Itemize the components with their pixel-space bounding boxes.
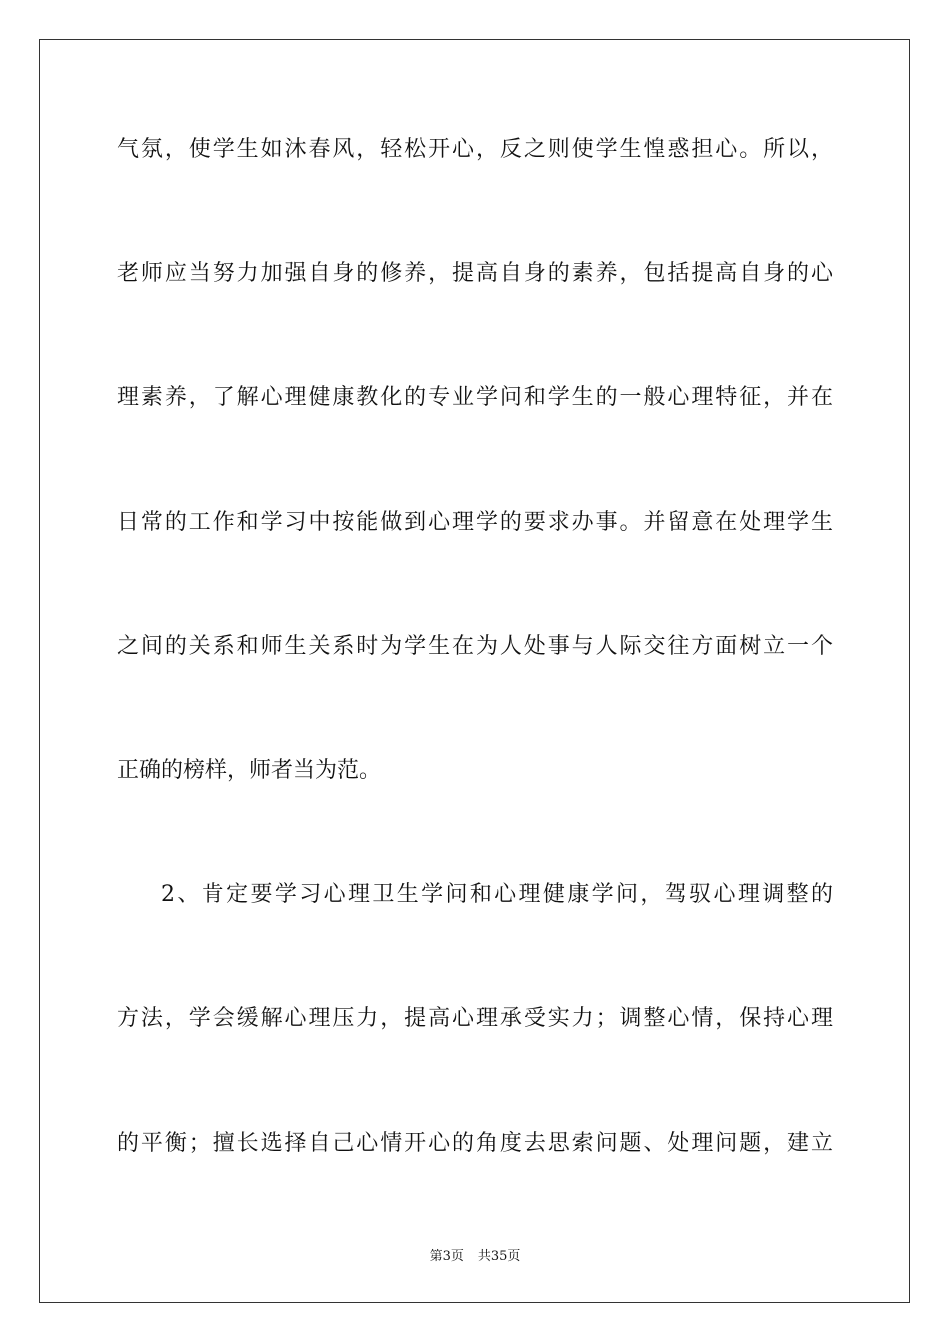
body-text-line: 正确的榜样，师者当为范。	[117, 758, 382, 783]
body-text-line: 理素养，了解心理健康教化的专业学问和学生的一般心理特征，并在	[117, 385, 833, 410]
body-text-line: 之间的关系和师生关系时为学生在为人处事与人际交往方面树立一个	[117, 634, 833, 659]
page-number: 第3页	[429, 1249, 464, 1264]
page-footer	[0, 1248, 950, 1266]
page-border	[39, 39, 910, 1303]
body-text-line: 老师应当努力加强自身的修养，提高自身的素养，包括提高自身的心	[117, 261, 833, 286]
body-text-line: 的平衡；擅长选择自己心情开心的角度去思索问题、处理问题，建立	[117, 1131, 833, 1156]
body-text-line: 日常的工作和学习中按能做到心理学的要求办事。并留意在处理学生	[117, 510, 833, 535]
page-total: 共35页	[477, 1249, 521, 1264]
body-text-line: 方法，学会缓解心理压力，提高心理承受实力；调整心情，保持心理	[117, 1006, 833, 1031]
body-text-line: 气氛，使学生如沐春风，轻松开心，反之则使学生惶惑担心。所以，	[117, 137, 833, 162]
body-text-line: 2、肯定要学习心理卫生学问和心理健康学问，驾驭心理调整的	[161, 882, 833, 907]
